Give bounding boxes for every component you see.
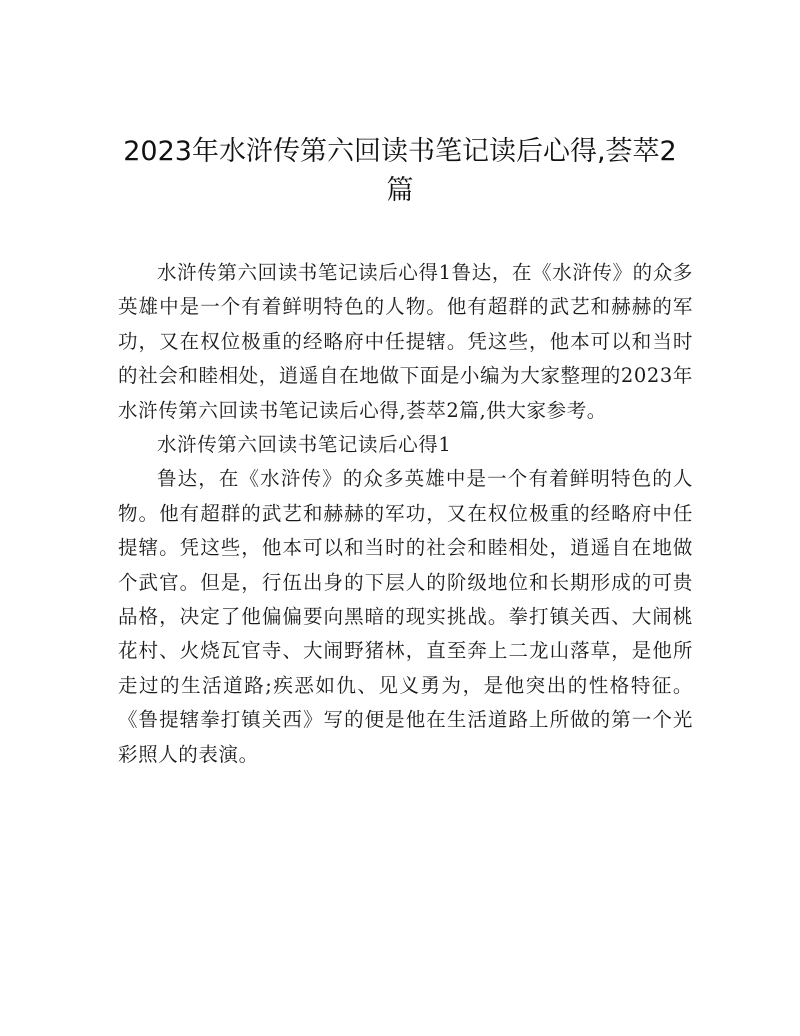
- body-paragraph: 鲁达，在《水浒传》的众多英雄中是一个有着鲜明特色的人物。他有超群的武艺和赫赫的军功，又在权位极重的经略府中任提辖。凭这些，他本可以和当时的社会和睦相处，逍遥自在地做个武官。但是，行伍出身的下层人的阶级地位和长期形成的可贵品格，决定了他偏偏要向黑暗的现实挑战。拳打镇关西、大闹桃花村、火烧瓦官寺、大闹野猪林，直至奔上二龙山落草，是他所走过的生活道路;疾恶如仇、见义勇为，是他突出的性格特征。《鲁提辖拳打镇关西》写的便是他在生活道路上所做的第一个光彩照人的表演。: [118, 467, 693, 766]
- document-body: [118, 256, 693, 772]
- section-heading: 水浒传第六回读书笔记读后心得1: [157, 433, 452, 457]
- intro-paragraph: 水浒传第六回读书笔记读后心得1鲁达，在《水浒传》的众多英雄中是一个有着鲜明特色的人物。他有超群的武艺和赫赫的军功，又在权位极重的经略府中任提辖。凭这些，他本可以和当时的社会和睦相处，逍遥自在地做下面是小编为大家整理的2023年水浒传第六回读书笔记读后心得,荟萃2篇,供大家参考。: [118, 261, 693, 422]
- document-title: 2023年水浒传第六回读书笔记读后心得,荟萃2篇: [123, 136, 677, 206]
